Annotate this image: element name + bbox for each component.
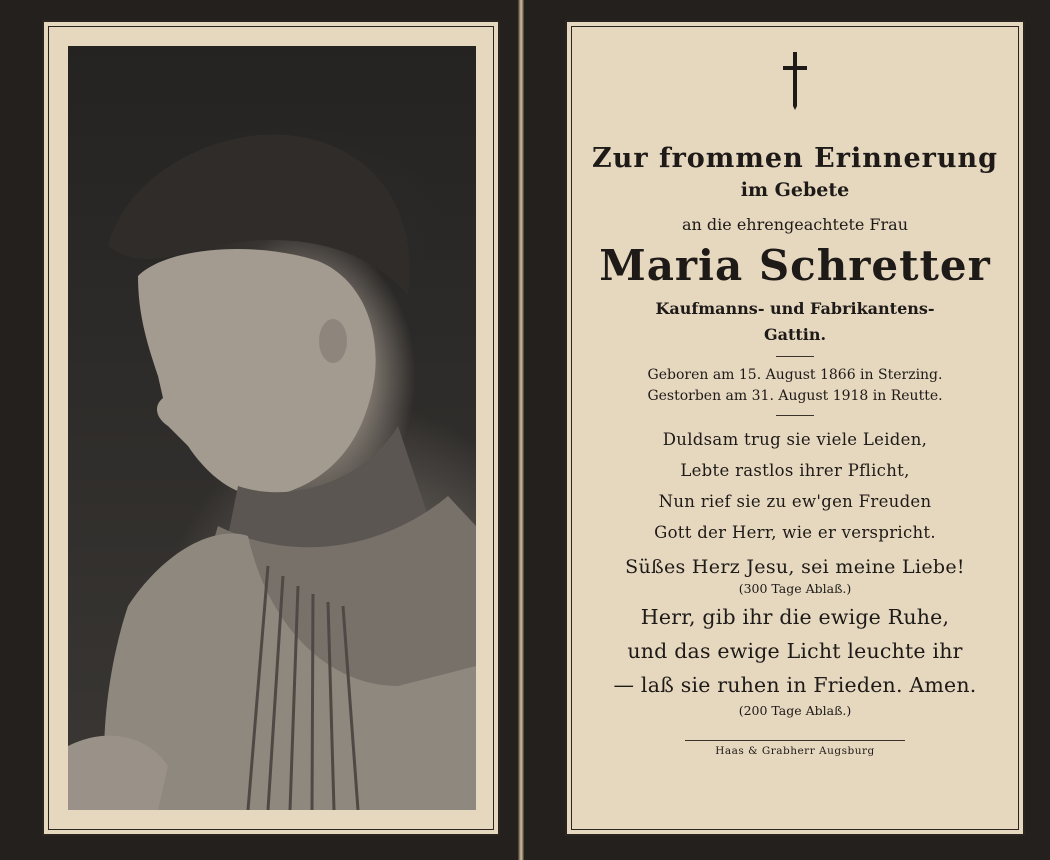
poem-line: Lebte rastlos ihrer Pflicht, (680, 461, 910, 480)
birth-line: Geboren am 15. August 1866 in Sterzing. (647, 367, 943, 383)
intro-line: an die ehrengeachtete Frau (681, 215, 909, 234)
occupation-line-2: Gattin. (763, 325, 827, 344)
prayer-line: und das ewige Licht leuchte ihr (627, 639, 963, 663)
printer-imprint: Haas & Grabherr Augsburg (715, 745, 875, 757)
card-fold (518, 0, 524, 860)
cross-icon (780, 50, 810, 110)
poem (575, 424, 1015, 548)
occupation-line-1: Kaufmanns- und Fabrikantens- (655, 299, 935, 318)
occupation (575, 296, 1015, 348)
divider (776, 356, 814, 357)
prayer-eternal-rest (575, 600, 1015, 702)
death-line: Gestorben am 31. August 1918 in Reutte. (647, 388, 943, 404)
divider (776, 415, 814, 416)
poem-line: Gott der Herr, wie er verspricht. (654, 523, 936, 542)
poem-line: Nun rief sie zu ew'gen Freuden (658, 492, 932, 511)
memorial-text (575, 40, 1015, 757)
deceased-name: Maria Schretter (599, 241, 991, 290)
prayer-sacred-heart: Süßes Herz Jesu, sei meine Liebe! (625, 556, 965, 578)
indulgence-note: (200 Tage Ablaß.) (738, 703, 852, 718)
card-title: Zur frommen Erinnerung (591, 143, 999, 174)
prayer-line: Herr, gib ihr die ewige Ruhe, (640, 605, 950, 629)
prayer-line: — laß sie ruhen in Frieden. Amen. (613, 673, 977, 697)
poem-line: Duldsam trug sie viele Leiden, (662, 430, 928, 449)
portrait-photo (68, 46, 476, 810)
divider (685, 740, 905, 741)
portrait-illustration (68, 46, 476, 810)
card-subtitle: im Gebete (740, 179, 850, 201)
indulgence-note: (300 Tage Ablaß.) (738, 581, 852, 596)
life-dates (575, 365, 1015, 407)
